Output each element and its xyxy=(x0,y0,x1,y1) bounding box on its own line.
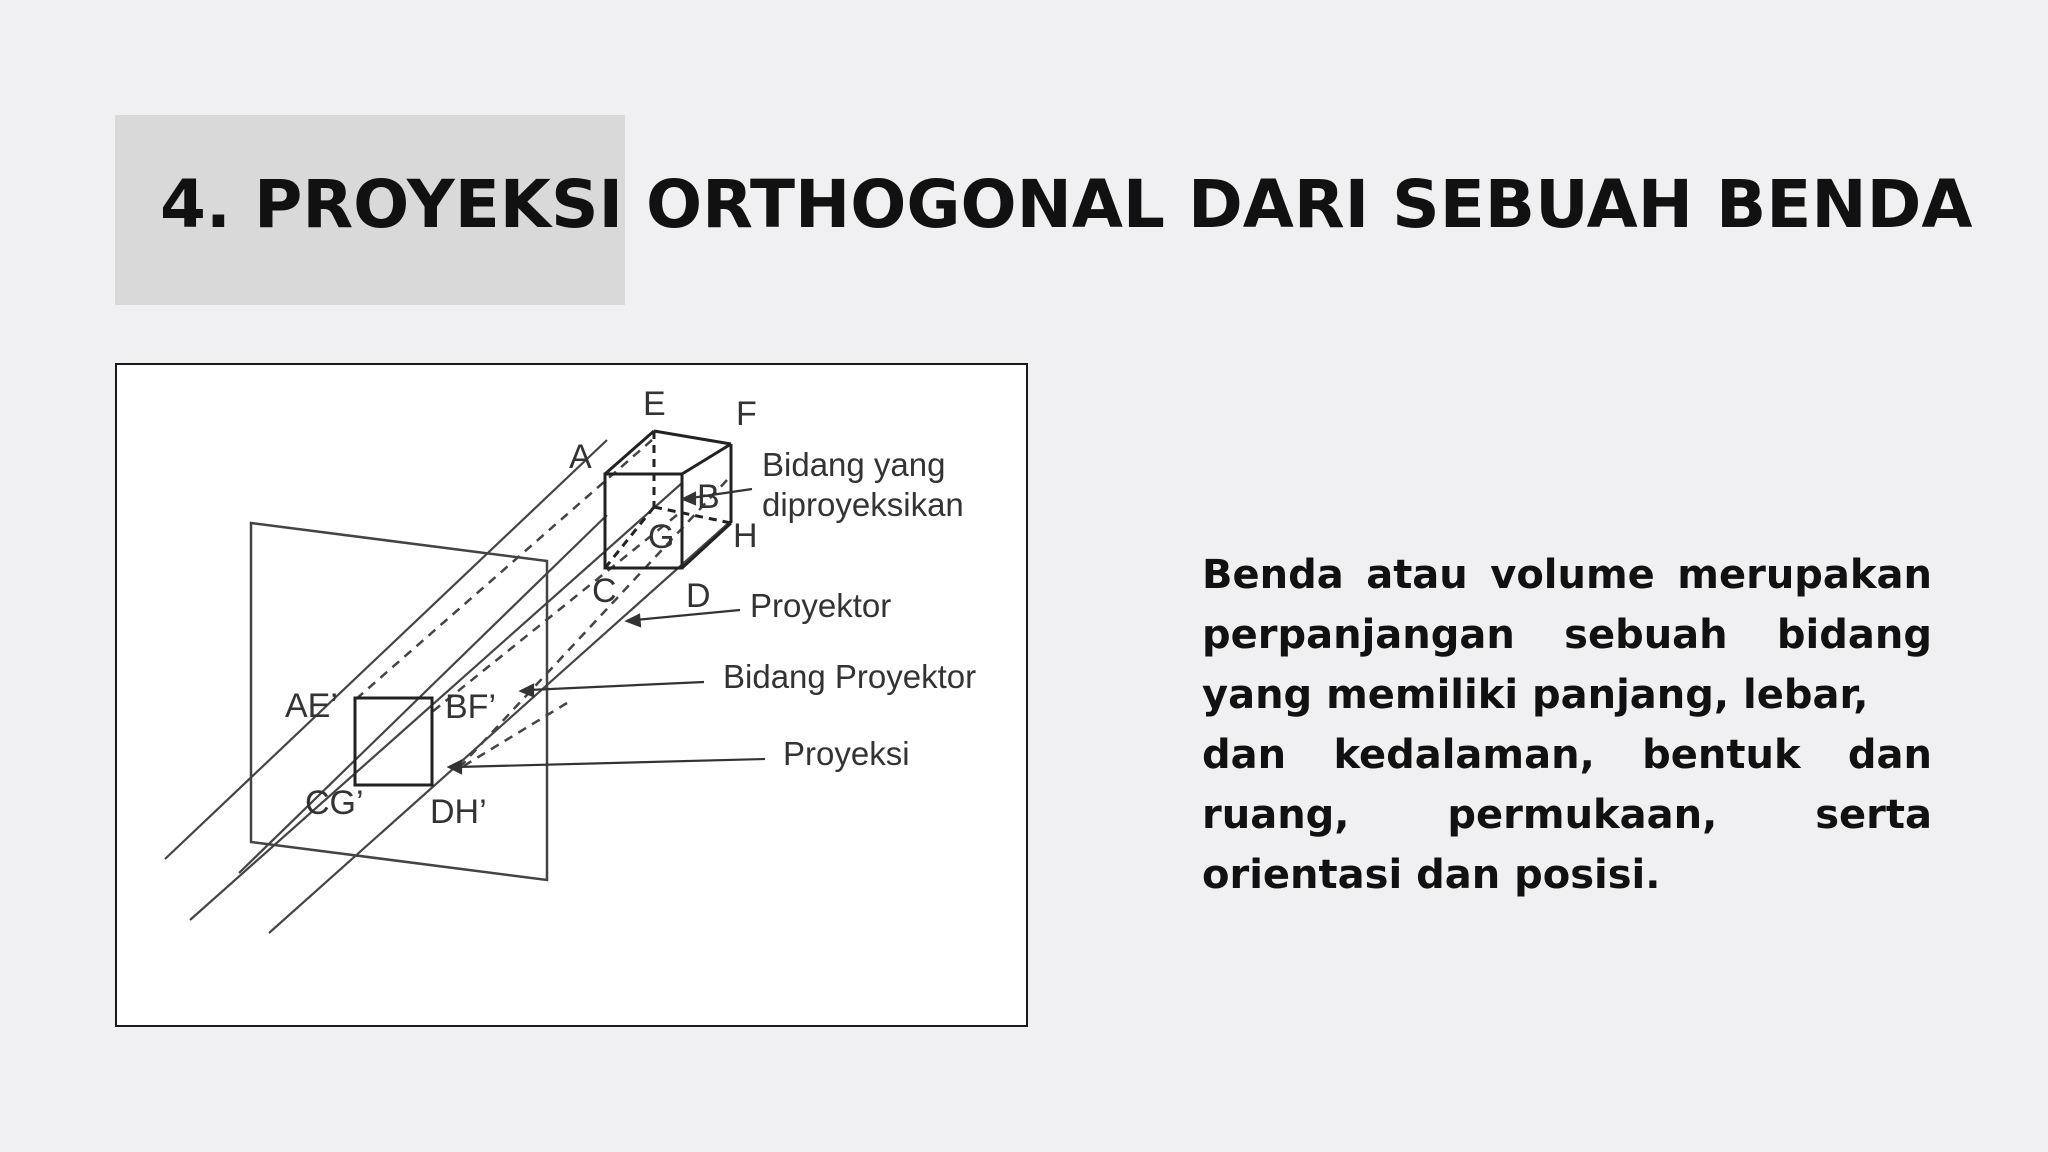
label-bidang-yang: Bidang yang xyxy=(762,446,946,483)
label-b: B xyxy=(697,478,720,516)
label-bf: BF’ xyxy=(445,688,496,726)
description-paragraph xyxy=(1202,545,1932,905)
slide-title: 4. PROYEKSI ORTHOGONAL DARI SEBUAH BENDA xyxy=(160,166,1973,243)
label-proyektor: Proyektor xyxy=(750,587,892,624)
projected-square xyxy=(355,698,432,785)
label-dh: DH’ xyxy=(430,793,487,831)
label-c: C xyxy=(592,572,617,610)
label-a: A xyxy=(569,438,592,476)
label-e: E xyxy=(643,385,666,423)
label-proyeksi: Proyeksi xyxy=(783,735,910,772)
label-diproyeksikan: diproyeksikan xyxy=(762,486,964,523)
description-line: orientasi dan posisi. xyxy=(1202,852,1661,898)
projection-figure xyxy=(115,363,1028,1027)
label-cg: CG’ xyxy=(305,784,364,822)
dashed-projector-lines xyxy=(355,440,727,770)
description-line: dan kedalaman, bentuk dan xyxy=(1202,732,1932,778)
description-line: perpanjangan sebuah bidang xyxy=(1202,612,1932,658)
label-ae: AE’ xyxy=(285,687,338,725)
label-bidang-proyektor: Bidang Proyektor xyxy=(723,658,977,695)
label-f: F xyxy=(736,395,757,433)
label-h: H xyxy=(733,517,758,555)
description-line: yang memiliki panjang, lebar, xyxy=(1202,672,1869,718)
description-line: ruang, permukaan, serta xyxy=(1202,792,1932,838)
label-g: G xyxy=(648,518,675,556)
description-line: Benda atau volume merupakan xyxy=(1202,552,1932,598)
label-d: D xyxy=(686,577,711,615)
projection-diagram xyxy=(117,365,1026,1025)
